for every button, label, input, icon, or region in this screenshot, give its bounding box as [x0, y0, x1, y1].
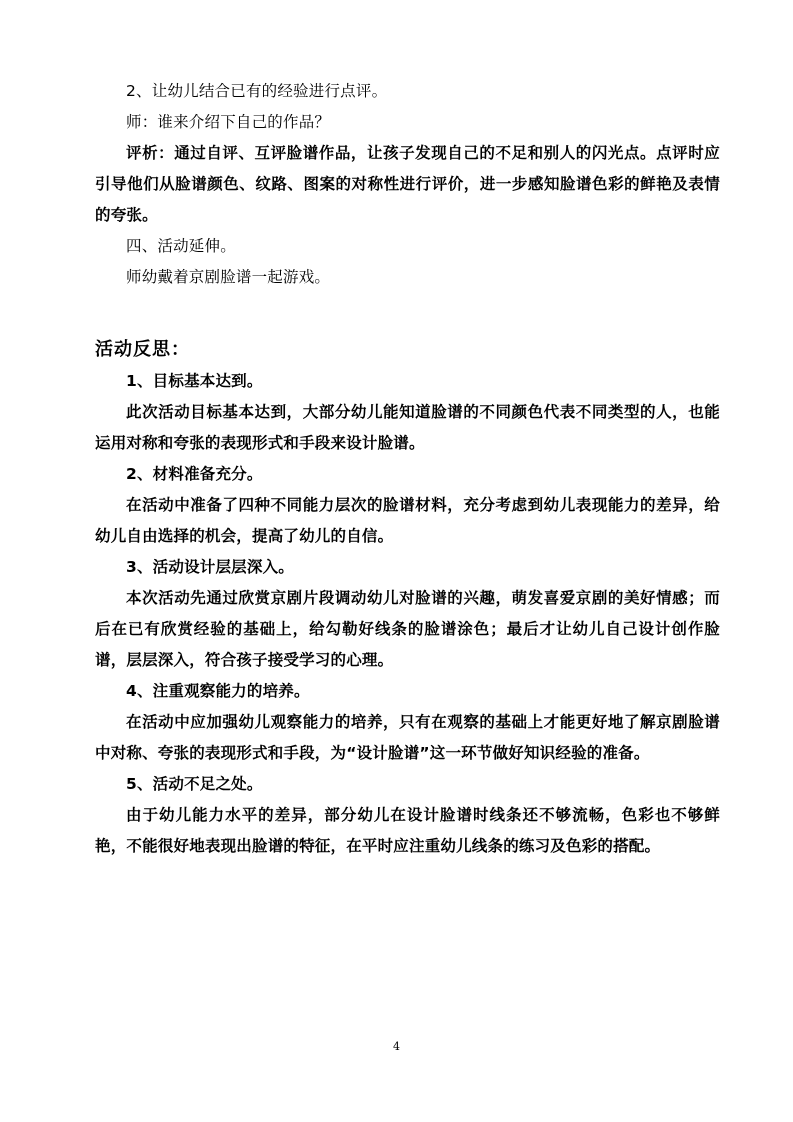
reflection-heading-4: 4、注重观察能力的培养。	[126, 682, 310, 700]
paragraph-step-2: 2、让幼儿结合已有的经验进行点评。	[126, 82, 388, 100]
reflection-heading-5: 5、活动不足之处。	[126, 775, 263, 793]
paragraph-commentary: 评析：通过自评、互评脸谱作品，让孩子发现自己的不足和别人的闪光点。点评时应引导他们从脸谱颜色、纹路、图案的对称性进行评价，进一步感知脸谱色彩的鲜艳及表情的夸张。	[95, 144, 720, 224]
reflection-heading-2: 2、材料准备充分。	[126, 465, 263, 483]
reflection-text-4: 在活动中应加强幼儿观察能力的培养，只有在观察的基础上才能更好地了解京剧脸谱中对称、夸张的表现形式和手段，为“设计脸谱”这一环节做好知识经验的准备。	[95, 713, 720, 762]
reflection-text-1: 此次活动目标基本达到，大部分幼儿能知道脸谱的不同颜色代表不同类型的人，也能运用对称和夸张的表现形式和手段来设计脸谱。	[95, 403, 720, 452]
reflection-heading-1: 1、目标基本达到。	[126, 372, 263, 390]
reflection-heading-3: 3、活动设计层层深入。	[126, 558, 294, 576]
reflection-title: 活动反思：	[95, 339, 190, 360]
reflection-text-3: 本次活动先通过欣赏京剧片段调动幼儿对脸谱的兴趣，萌发喜爱京剧的美好情感；而后在已有欣赏经验的基础上，给勾勒好线条的脸谱涂色；最后才让幼儿自己设计创作脸谱，层层深入，符合孩子接受学习的心理。	[95, 589, 720, 669]
page-number: 4	[393, 1040, 400, 1053]
paragraph-section-four: 四、活动延伸。	[126, 237, 236, 255]
reflection-text-2: 在活动中准备了四种不同能力层次的脸谱材料，充分考虑到幼儿表现能力的差异，给幼儿自由选择的机会，提高了幼儿的自信。	[95, 496, 720, 545]
reflection-text-5: 由于幼儿能力水平的差异，部分幼儿在设计脸谱时线条还不够流畅，色彩也不够鲜艳，不能很好地表现出脸谱的特征，在平时应注重幼儿线条的练习及色彩的搭配。	[95, 806, 720, 855]
paragraph-extension-activity: 师幼戴着京剧脸谱一起游戏。	[126, 268, 331, 286]
paragraph-teacher-question: 师：谁来介绍下自己的作品？	[126, 113, 331, 131]
